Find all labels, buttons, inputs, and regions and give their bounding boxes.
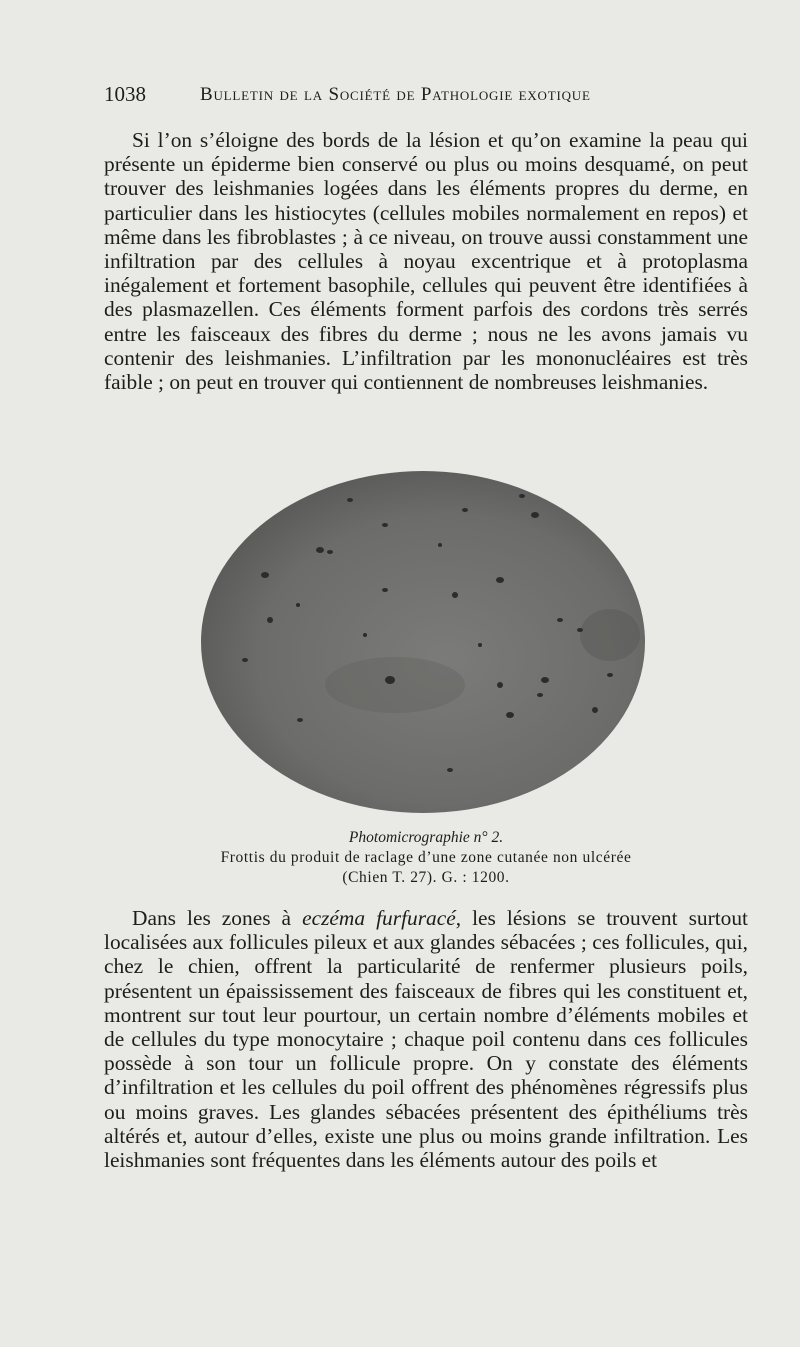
paragraph-1: Si l’on s’éloigne des bords de la lésion et qu’on examine la peau qui présente un épiderme bien conservé ou plus ou moins desquamé, on peut trouver des leishmanies logées dans les éléments propres du derme, en particulier dans les histiocytes (cellules mobiles normalement en repos) et même dans les fibroblastes ; à ce niveau, on trouve aussi constamment une infiltration par des cellules à noyau excentrique et à protoplasma inégalement et fortement basophile, cellules qui peuvent être identifiées à des plasmazellen. Ces éléments forment parfois des cordons très serrés entre les faisceaux des fibres du derme ; nous ne les avons jamais vu contenir des leishmanies. L’infiltration par les mononucléaires est très faible ; on peut en trouver qui contiennent de nombreuses leishmanies. <box>104 128 748 395</box>
figure-caption-line-1: Frottis du produit de raclage d’une zone cutanée non ulcérée <box>220 849 632 866</box>
paragraph-2-start: Dans les zones à <box>132 906 303 930</box>
page-header <box>104 82 740 114</box>
micrograph-figure <box>200 470 646 814</box>
figure-caption-title: Photomicrographie n° 2. <box>348 829 504 846</box>
running-title: Bulletin de la Société de Pathologie exotique <box>200 84 591 105</box>
paragraph-2 <box>104 906 748 1172</box>
paragraph-2-rest: , les lésions se trouvent surtout localisées aux follicules pileux et aux glandes sébacées ; ces follicules, qui, chez le chien, offrent la particularité de renfermer plusieurs poils, présentent un épaississement des faisceaux de fibres qui les constituent et, montrent sur tout leur pourtour, un certain nombre d’éléments mobiles et de cellules du type monocytaire ; chaque poil contenu dans ces follicules possède à son tour un follicule propre. On y constate des éléments d’infiltration et les cellules du poil offrent des phénomènes régressifs plus ou moins graves. Les glandes sébacées présentent des épithéliums très altérés et, autour d’elles, existe une plus ou moins grande infiltration. Les leishmanies sont fréquentes dans les éléments autour des poils et <box>104 906 748 1173</box>
page-number: 1038 <box>104 82 146 106</box>
figure-caption-line-2: (Chien T. 27). G. : 1200. <box>342 869 510 886</box>
paragraph-2-emphasis: eczéma furfuracé <box>302 906 456 930</box>
micrograph-field <box>201 471 645 813</box>
